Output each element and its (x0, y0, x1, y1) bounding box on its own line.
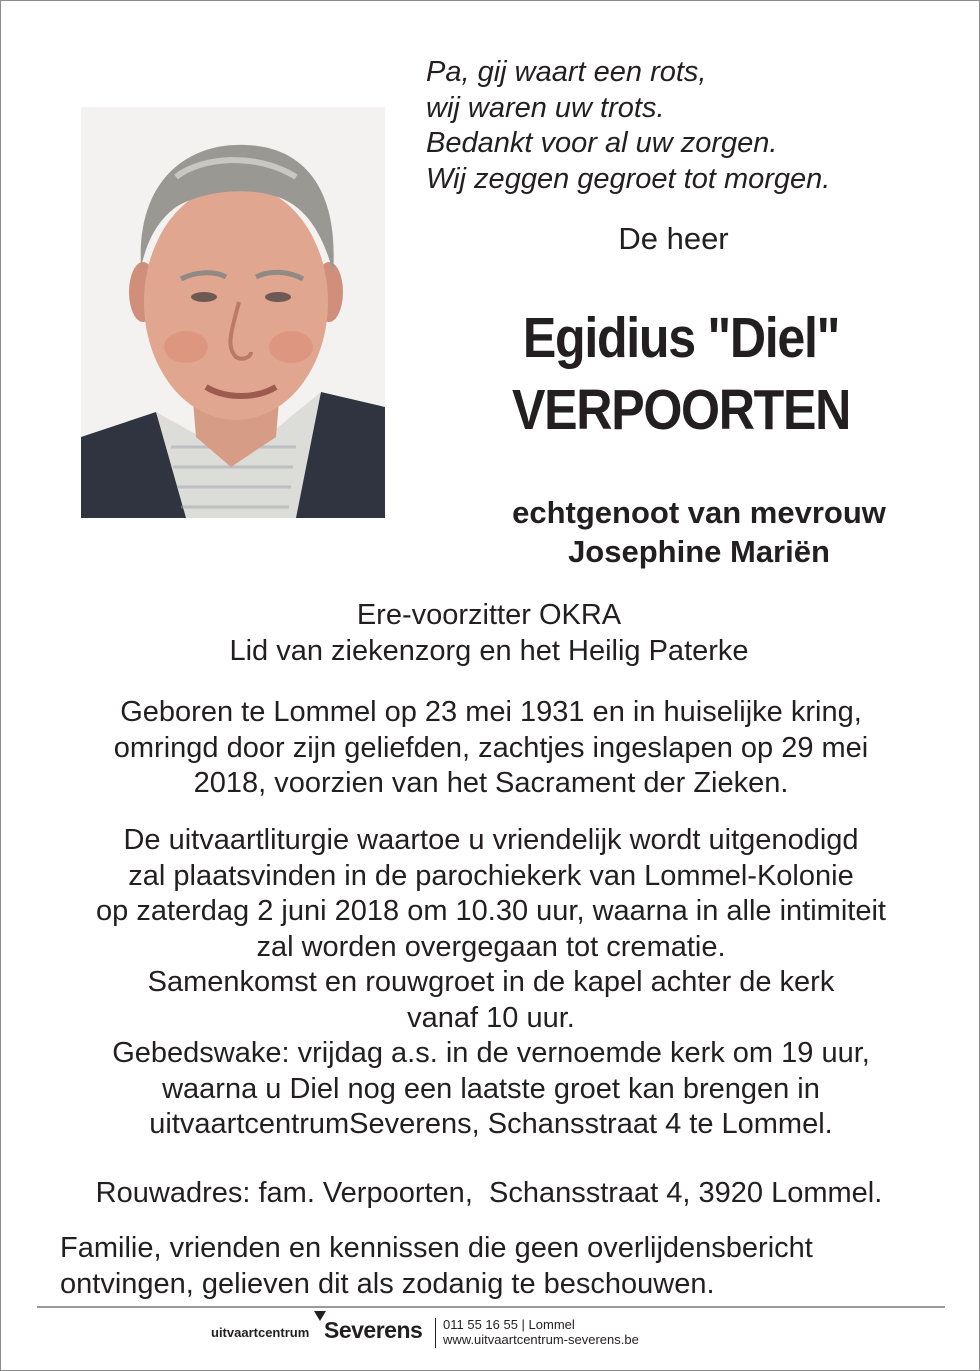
poem-line: wij waren uw trots. (426, 91, 665, 124)
footer-separator (435, 1318, 436, 1348)
service-line: zal plaatsvinden in de parochiekerk van Lommel-Kolonie (128, 859, 854, 892)
service-line: uitvaartcentrumSeverens, Schansstraat 4 te Lommel. (149, 1108, 833, 1140)
role-line: Ere-voorzitter OKRA (356, 599, 622, 631)
note-line: ontvingen, gelieven dit als zodanig te beschouwen. (60, 1267, 715, 1300)
spouse-relation: echtgenoot van mevrouw (512, 495, 886, 530)
footer-phone-location: 011 55 16 55 | Lommel (443, 1317, 575, 1332)
role-line: Lid van ziekenzorg en het Heilig Paterke (229, 634, 749, 667)
funeral-service-section (41, 823, 941, 1143)
address-line: Rouwadres: fam. Verpoorten, Schansstraat 4, 3920 Lommel. (95, 1177, 883, 1209)
title-prefix: De heer (618, 221, 729, 256)
deceased-last-name: VERPOORTEN (512, 378, 850, 442)
note-line: Familie, vrienden en kennissen die geen overlijdensbericht (60, 1232, 813, 1264)
poem-line: Pa, gij waart een rots, (426, 56, 707, 88)
spouse-name: Josephine Mariën (568, 534, 830, 569)
portrait-photo (81, 107, 385, 518)
mourning-address (39, 1176, 939, 1212)
roles-section (39, 598, 939, 669)
birth-death-line: omringd door zijn geliefden, zachtjes ingeslapen op 29 mei (113, 731, 869, 764)
service-line: De uitvaartliturgie waartoe u vriendelijk wordt uitgenodigd (123, 824, 859, 856)
memorial-poem (426, 55, 946, 197)
deceased-name (496, 302, 866, 446)
poem-line: Bedankt voor al uw zorgen. (426, 127, 778, 159)
birth-death-section (41, 695, 941, 802)
service-line: Samenkomst en rouwgroet in de kapel achter de kerk (147, 966, 835, 998)
footer-brand-prefix: uitvaartcentrum (211, 1325, 310, 1340)
footer-website-link[interactable]: www.uitvaartcentrum-severens.be (443, 1332, 639, 1347)
birth-death-line: 2018, voorzien van het Sacrament der Zieken. (193, 767, 789, 799)
portrait-illustration (81, 107, 385, 518)
service-line: vanaf 10 uur. (407, 1001, 575, 1034)
footer-divider (37, 1306, 945, 1308)
notification-note (60, 1231, 940, 1302)
footer-brand-name: Severens (324, 1317, 423, 1343)
service-line: waarna u Diel nog een laatste groet kan brengen in (162, 1072, 820, 1105)
service-line: op zaterdag 2 juni 2018 om 10.30 uur, waarna in alle intimiteit (96, 895, 886, 927)
service-line: Gebedswake: vrijdag a.s. in de vernoemde kerk om 19 uur, (112, 1037, 870, 1069)
birth-death-line: Geboren te Lommel op 23 mei 1931 en in huiselijke kring, (120, 696, 862, 728)
deceased-first-name: Egidius "Diel" (522, 306, 840, 370)
spouse-info (459, 493, 939, 571)
poem-line: Wij zeggen gegroet tot morgen. (426, 162, 831, 195)
footer-contact (443, 1317, 639, 1347)
service-line: zal worden overgegaan tot crematie. (256, 930, 726, 963)
